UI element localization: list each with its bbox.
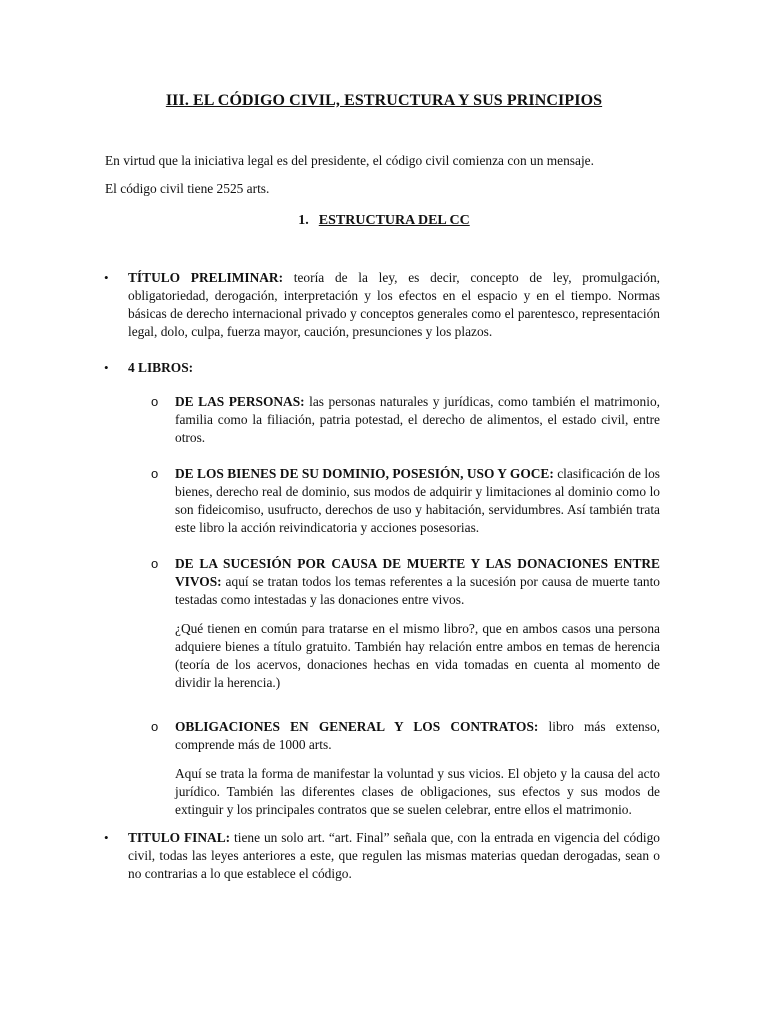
sub-bullet-icon: o (151, 719, 159, 734)
libro-note: ¿Qué tienen en común para tratarse en el mismo libro?, que en ambos casos una persona adquiere bienes a título gratuito. También hay relación entre ambos en temas de herencia (teoría de los acervos, donaciones hechas en vida tomadas en cuenta al momento de dividir la herencia.) (175, 621, 660, 690)
libro-item (175, 718, 660, 754)
bullet-icon: • (104, 360, 109, 375)
libro-label: DE LOS BIENES DE SU DOMINIO, POSESIÓN, USO Y GOCE: (175, 466, 554, 481)
libro-item (175, 393, 660, 447)
libro-text: libro más extenso, comprende más de 1000 arts. (175, 719, 660, 752)
section-number: 1. (298, 213, 309, 228)
intro-paragraph-1: En virtud que la iniciativa legal es del presidente, el código civil comienza con un mensaje. (105, 153, 594, 168)
libros-item (128, 359, 660, 377)
libro-text: clasificación de los bienes, derecho real de dominio, sus modos de adquirir y limitaciones al dominio como lo son fideicomiso, usufructo, derechos de uso y habitación, servidumbres. Así también trata este libro la acción reivindicatoria y acciones posesorias. (175, 466, 660, 535)
titulo-final-text: tiene un solo art. “art. Final” señala que, con la entrada en vigencia del código civil, todas las leyes anteriores a este, que regulen las mismas materias quedan derogadas, sean o no contrarias a lo que establece el código. (128, 830, 660, 881)
libros-label: 4 LIBROS: (128, 360, 194, 375)
intro-paragraph-2: El código civil tiene 2525 arts. (105, 181, 270, 196)
libro-text: las personas naturales y jurídicas, como también el matrimonio, familia como la filiación, patria potestad, el derecho de alimentos, el estado civil, entre otros. (175, 394, 660, 445)
page-title: III. EL CÓDIGO CIVIL, ESTRUCTURA Y SUS PRINCIPIOS (165, 92, 603, 109)
libro-item (175, 555, 660, 609)
titulo-final-label: TITULO FINAL: (128, 830, 231, 845)
bullet-icon: • (104, 270, 109, 285)
libro-label: DE LAS PERSONAS: (175, 394, 305, 409)
libro-label: OBLIGACIONES EN GENERAL Y LOS CONTRATOS: (175, 719, 539, 734)
sub-bullet-icon: o (151, 394, 159, 409)
titulo-preliminar-label: TÍTULO PRELIMINAR: (128, 270, 284, 285)
sub-bullet-icon: o (151, 556, 159, 571)
libro-note: Aquí se trata la forma de manifestar la voluntad y sus vicios. El objeto y la causa del acto jurídico. También las diferentes clases de obligaciones, sus efectos y sus modos de extinguir y los principales contratos que se suelen celebrar, entre ellos el matrimonio. (175, 766, 660, 817)
libro-text: aquí se tratan todos los temas referentes a la sucesión por causa de muerte tanto testadas como intestadas y las donaciones entre vivos. (175, 574, 660, 607)
libro-item (175, 465, 660, 537)
section-heading (0, 212, 768, 230)
bullet-icon: • (104, 830, 109, 845)
section-label: ESTRUCTURA DEL CC (318, 213, 470, 228)
titulo-preliminar-text: teoría de la ley, es decir, concepto de ley, promulgación, obligatoriedad, derogación, interpretación y los efectos en el espacio y en el tiempo. Normas básicas de derecho internacional privado y conceptos generales como el parentesco, representación legal, dolo, culpa, fuerza mayor, caución, presunciones y los plazos. (128, 270, 660, 339)
titulo-preliminar-item (128, 269, 660, 341)
titulo-final-item (128, 829, 660, 883)
sub-bullet-icon: o (151, 466, 159, 481)
libro-label: DE LA SUCESIÓN POR CAUSA DE MUERTE Y LAS DONACIONES ENTRE VIVOS: (175, 556, 660, 589)
